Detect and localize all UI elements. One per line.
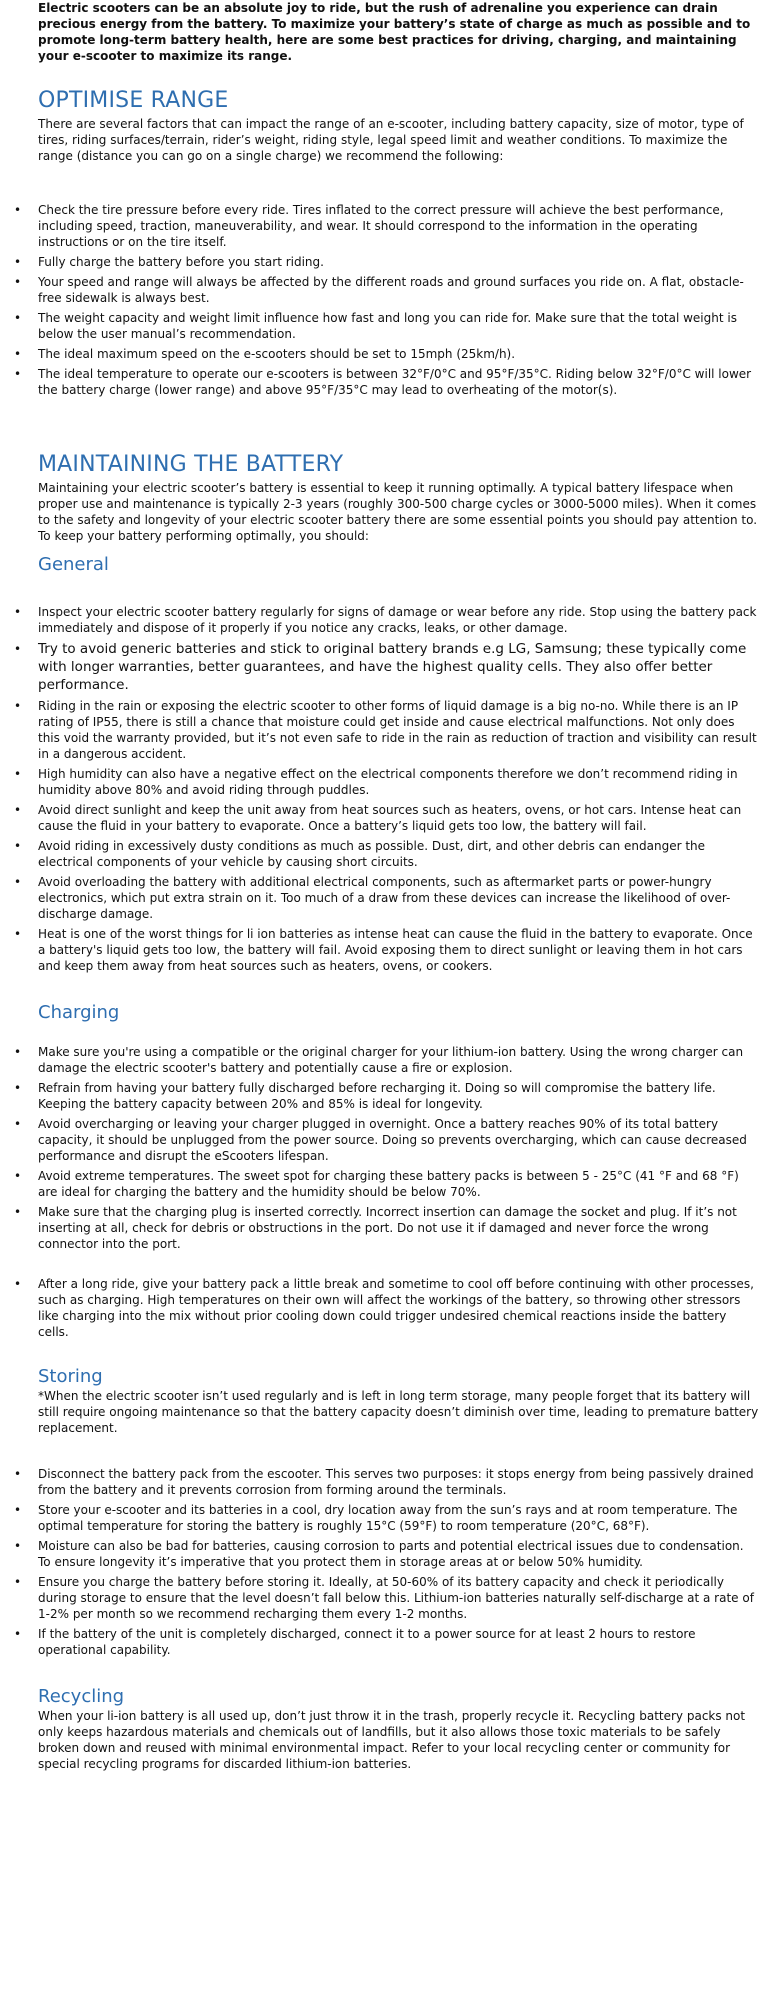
list-item-text: Disconnect the battery pack from the escooter. This serves two purposes: it stops energy from being passively drained from the battery and it prevents corrosion from forming around the terminals. xyxy=(38,1467,754,1497)
bullet-glyph: • xyxy=(14,1467,22,1481)
list-item xyxy=(14,640,760,694)
list-item-text: Avoid direct sunlight and keep the unit away from heat sources such as heaters, ovens, or hot cars. Intense heat can cause the fluid in your battery to evaporate. Once a battery’s liquid gets too low, the battery will fail. xyxy=(38,803,742,833)
list-item-text: Avoid extreme temperatures. The sweet spot for charging these battery packs is between 5 - 25°C (41 °F and 68 °F) are ideal for charging the battery and the humidity should be below 70%. xyxy=(38,1169,739,1199)
list-item-text: If the battery of the unit is completely discharged, connect it to a power source for at least 2 hours to restore operational capability. xyxy=(38,1627,696,1657)
bullet-glyph: • xyxy=(14,1539,22,1553)
list-item xyxy=(14,310,760,342)
list-item xyxy=(14,1204,760,1252)
list-item-text: Heat is one of the worst things for li ion batteries as intense heat can cause the fluid in the battery to evaporate. Once a battery's liquid gets too low, the battery will fail. Avoid exposing them to direct sunlight or leaving them in hot cars and keep them away from heat sources such as heaters, ovens, or cookers. xyxy=(38,927,753,973)
list-item xyxy=(14,1538,760,1570)
intro-paragraph: Electric scooters can be an absolute joy to ride, but the rush of adrenaline you experience can drain precious energy from the battery. To maximize your battery’s state of charge as much as possible and to promote long-term battery health, here are some best practices for driving, charging, and maintaining your e-scooter to maximize its range. xyxy=(38,1,751,63)
list-item xyxy=(14,1116,760,1164)
charging-list xyxy=(14,1044,760,1252)
recycling-paragraph: When your li-ion battery is all used up, don’t just throw it in the trash, properly recycle it. Recycling battery packs not only keeps hazardous materials and chemicals out of landfills, but it also allows those toxic materials to be safely broken down and reused with minimal environmental impact. Refer to your local recycling center or community for special recycling programs for discarded lithium-ion batteries. xyxy=(38,1709,746,1771)
list-item xyxy=(14,1574,760,1622)
bullet-glyph: • xyxy=(14,875,22,889)
list-item xyxy=(14,202,760,250)
bullet-glyph: • xyxy=(14,839,22,853)
bullet-glyph: • xyxy=(14,767,22,781)
bullet-glyph: • xyxy=(14,1169,22,1183)
bullet-glyph: • xyxy=(14,803,22,817)
list-item-text: Ensure you charge the battery before storing it. Ideally, at 50-60% of its battery capacity and check it periodically during storage to ensure that the level doesn’t fall below this. Lithium-ion batteries naturally self-discharge at a rate of 1-2% per month so we recommend recharging them every 1-2 months. xyxy=(38,1575,754,1621)
list-item-text: Make sure that the charging plug is inserted correctly. Incorrect insertion can damage the socket and plug. If it’s not inserting at all, check for debris or obstructions in the port. Do not use it if damaged and never force the wrong connector into the port. xyxy=(38,1205,737,1251)
list-item-text: High humidity can also have a negative effect on the electrical components therefore we don’t recommend riding in humidity above 80% and avoid riding through puddles. xyxy=(38,767,738,797)
document-content xyxy=(14,0,760,1772)
maintaining-battery-heading: MAINTAINING THE BATTERY xyxy=(38,452,344,477)
bullet-glyph: • xyxy=(14,605,22,619)
storing-list xyxy=(14,1466,760,1658)
list-item-text: Avoid overloading the battery with additional electrical components, such as aftermarket parts or power-hungry electronics, which put extra strain on it. Too much of a draw from these devices can increase the likelihood of over-discharge damage. xyxy=(38,875,731,921)
bullet-glyph: • xyxy=(14,927,22,941)
list-item-text: Make sure you're using a compatible or the original charger for your lithium-ion battery. Using the wrong charger can damage the electric scooter's battery and potentially cause a fire or explosion. xyxy=(38,1045,744,1075)
list-item-text: Avoid overcharging or leaving your charger plugged in overnight. Once a battery reaches 90% of its total battery capacity, it should be unplugged from the power source. Doing so prevents overcharging, which can cause decreased performance and disrupt the eScooters lifespan. xyxy=(38,1117,747,1163)
list-item xyxy=(14,1080,760,1112)
bullet-glyph: • xyxy=(14,642,22,656)
optimise-range-heading: OPTIMISE RANGE xyxy=(38,88,229,113)
list-item xyxy=(14,604,760,636)
bullet-glyph: • xyxy=(14,1081,22,1095)
list-item-text: The weight capacity and weight limit influence how fast and long you can ride for. Make sure that the total weight is below the user manual’s recommendation. xyxy=(38,311,737,341)
list-item-text: Avoid riding in excessively dusty conditions as much as possible. Dust, dirt, and other debris can endanger the electrical components of your vehicle by causing short circuits. xyxy=(38,839,706,869)
list-item xyxy=(14,366,760,398)
bullet-glyph: • xyxy=(14,255,22,269)
list-item xyxy=(14,346,760,362)
list-item-text: Check the tire pressure before every ride. Tires inflated to the correct pressure will achieve the best performance, including speed, traction, maneuverability, and wear. It should correspond to the information in the operating instructions or on the tire itself. xyxy=(38,203,724,249)
bullet-glyph: • xyxy=(14,1503,22,1517)
list-item xyxy=(14,874,760,922)
list-item-text: Fully charge the battery before you start riding. xyxy=(38,255,324,269)
bullet-glyph: • xyxy=(14,1117,22,1131)
list-item xyxy=(14,1466,760,1498)
optimise-range-list xyxy=(14,202,760,398)
optimise-range-paragraph: There are several factors that can impact the range of an e-scooter, including battery capacity, size of motor, type of tires, riding surfaces/terrain, rider’s weight, riding style, legal speed limit and weather conditions. To maximize the range (distance you can go on a single charge) we recommend the following: xyxy=(38,117,744,163)
list-item-text: Try to avoid generic batteries and stick to original battery brands e.g LG, Samsung; these typically come with longer warranties, better guarantees, and have the highest quality cells. They also offer better performance. xyxy=(38,641,747,693)
list-item xyxy=(14,1276,760,1340)
storing-heading: Storing xyxy=(38,1366,103,1387)
list-item-text: After a long ride, give your battery pack a little break and sometime to cool off before continuing with other processes, such as charging. High temperatures on their own will affect the workings of the battery, so throwing other stressors like charging into the mix without prior cooling down could trigger undesired chemical reactions inside the battery cells. xyxy=(38,1277,754,1339)
bullet-glyph: • xyxy=(14,311,22,325)
list-item-text: The ideal maximum speed on the e-scooters should be set to 15mph (25km/h). xyxy=(38,347,516,361)
general-list xyxy=(14,604,760,974)
list-item xyxy=(14,766,760,798)
list-item-text: Riding in the rain or exposing the electric scooter to other forms of liquid damage is a big no-no. While there is an IP rating of IP55, there is still a chance that moisture could get inside and cause electrical malfunctions. Not only does this void the warranty provided, but it’s not even safe to ride in the rain as reduction of traction and visibility can result in a dangerous accident. xyxy=(38,699,757,761)
storing-paragraph: *When the electric scooter isn’t used regularly and is left in long term storage, many people forget that its battery will still require ongoing maintenance so that the battery capacity doesn’t diminish over time, leading to premature battery replacement. xyxy=(38,1389,759,1435)
list-item xyxy=(14,274,760,306)
charging-extra-list xyxy=(14,1276,760,1340)
bullet-glyph: • xyxy=(14,1277,22,1291)
list-item-text: Refrain from having your battery fully discharged before recharging it. Doing so will compromise the battery life. Keeping the battery capacity between 20% and 85% is ideal for longevity. xyxy=(38,1081,716,1111)
list-item-text: Your speed and range will always be affected by the different roads and ground surfaces you ride on. A flat, obstacle-free sidewalk is always best. xyxy=(38,275,744,305)
bullet-glyph: • xyxy=(14,1627,22,1641)
list-item-text: Store your e-scooter and its batteries in a cool, dry location away from the sun’s rays and at room temperature. The optimal temperature for storing the battery is roughly 15°C (59°F) to room temperature (20°C, 68°F). xyxy=(38,1503,738,1533)
maintaining-battery-paragraph: Maintaining your electric scooter’s battery is essential to keep it running optimally. A typical battery lifespace when proper use and maintenance is typically 2-3 years (roughly 300-500 charge cycles or 3000-5000 miles). When it comes to the safety and longevity of your electric scooter battery there are some essential points you should pay attention to. To keep your battery performing optimally, you should: xyxy=(38,481,758,543)
list-item xyxy=(14,1168,760,1200)
list-item xyxy=(14,802,760,834)
bullet-glyph: • xyxy=(14,367,22,381)
list-item xyxy=(14,838,760,870)
bullet-glyph: • xyxy=(14,275,22,289)
list-item xyxy=(14,926,760,974)
general-heading: General xyxy=(38,554,109,575)
charging-heading: Charging xyxy=(38,1002,120,1023)
list-item-text: Inspect your electric scooter battery regularly for signs of damage or wear before any ride. Stop using the battery pack immediately and dispose of it properly if you notice any cracks, leaks, or other damage. xyxy=(38,605,757,635)
bullet-glyph: • xyxy=(14,203,22,217)
list-item xyxy=(14,254,760,270)
list-item xyxy=(14,1626,760,1658)
bullet-glyph: • xyxy=(14,1205,22,1219)
bullet-glyph: • xyxy=(14,699,22,713)
recycling-heading: Recycling xyxy=(38,1686,125,1707)
list-item xyxy=(14,1044,760,1076)
bullet-glyph: • xyxy=(14,1045,22,1059)
list-item-text: The ideal temperature to operate our e-scooters is between 32°F/0°C and 95°F/35°C. Riding below 32°F/0°C will lower the battery charge (lower range) and above 95°F/35°C may lead to overheating of the motor(s). xyxy=(38,367,752,397)
list-item-text: Moisture can also be bad for batteries, causing corrosion to parts and potential electrical issues due to condensation. To ensure longevity it’s imperative that you protect them in storage areas at or below 50% humidity. xyxy=(38,1539,744,1569)
list-item xyxy=(14,698,760,762)
bullet-glyph: • xyxy=(14,347,22,361)
bullet-glyph: • xyxy=(14,1575,22,1589)
list-item xyxy=(14,1502,760,1534)
